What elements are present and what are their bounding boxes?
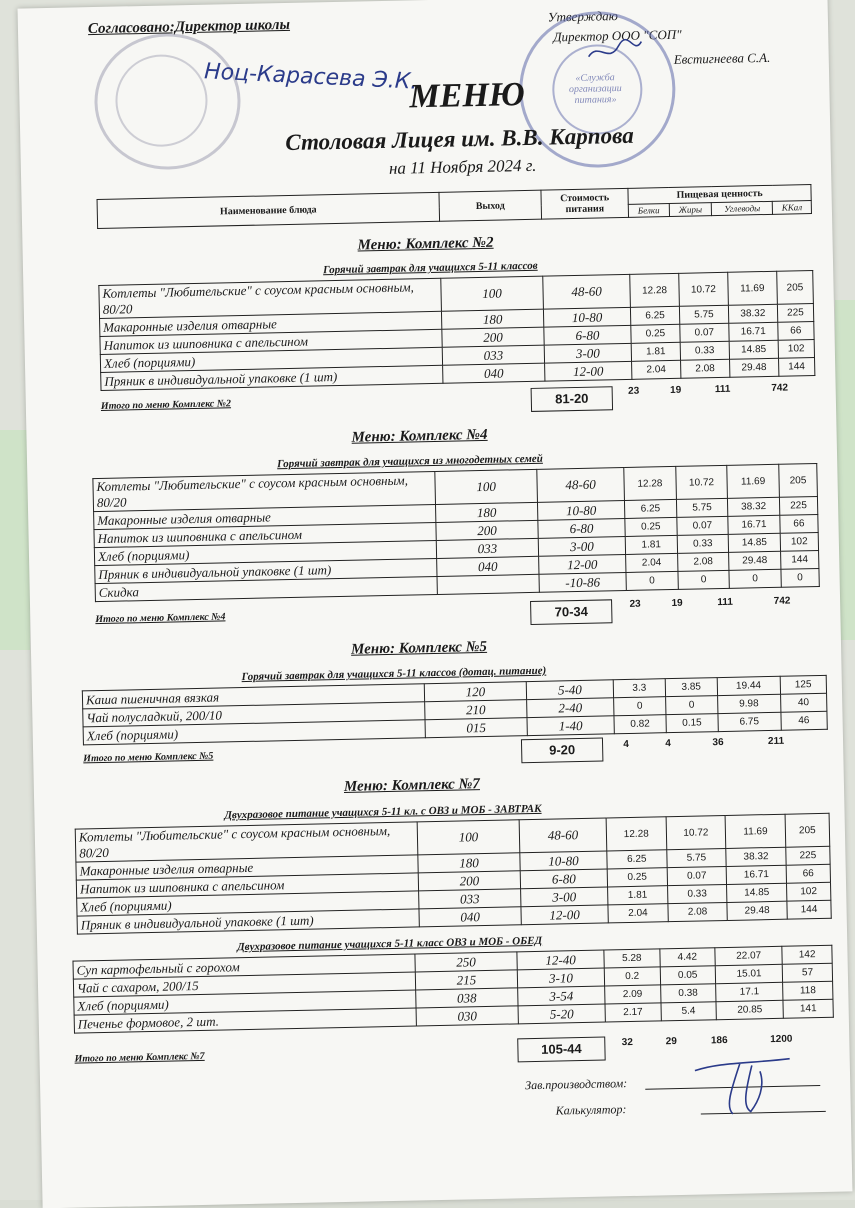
dish-yield: 040	[437, 556, 539, 576]
dish-kcal: 144	[780, 550, 819, 569]
col-name: Наименование блюда	[97, 192, 440, 228]
page-subtitle: Столовая Лицея им. В.В. Карпова	[285, 122, 634, 156]
dish-yield	[437, 574, 539, 594]
dish-fat: 0	[665, 696, 717, 715]
dish-yield: 015	[425, 718, 527, 738]
dish-kcal: 118	[783, 981, 833, 1000]
dish-carbs: 29.48	[727, 901, 787, 920]
dish-price: 3-00	[538, 537, 625, 557]
dish-kcal: 0	[781, 568, 820, 587]
dish-name: Чай полусладкий, 200/10	[83, 702, 425, 727]
dish-yield: 250	[415, 952, 517, 972]
dish-yield: 038	[416, 988, 518, 1008]
total-price: 81-20	[531, 386, 613, 412]
dish-carbs: 11.69	[727, 464, 779, 498]
signature-footer	[690, 1050, 801, 1122]
dish-name: Пряник в индивидуальной упаковке (1 шт)	[101, 365, 443, 390]
dish-kcal: 66	[780, 514, 819, 533]
dish-fat: 4.42	[659, 948, 715, 967]
total-price: 105-44	[517, 1037, 605, 1063]
dish-name: Пряник в индивидуальной упаковке (1 шт)	[77, 909, 419, 934]
total-kcal: 211	[767, 735, 785, 748]
director-label: Директор ООО "СОП"	[553, 26, 682, 45]
dish-carbs: 16.71	[728, 515, 780, 534]
company-stamp-text: «Служба организации питания»	[568, 72, 622, 106]
dish-yield: 180	[418, 853, 520, 873]
page-title: МЕНЮ	[409, 76, 526, 116]
dish-name: Суп картофельный с горохом	[73, 954, 415, 979]
dish-kcal: 144	[787, 900, 831, 919]
dish-price: 3-00	[521, 887, 608, 907]
total-carbs: 111	[717, 596, 734, 609]
dish-kcal: 125	[780, 675, 827, 694]
dish-carbs: 15.01	[715, 964, 783, 983]
dish-name: Хлеб (порциями)	[74, 990, 416, 1015]
dish-fat: 2.08	[677, 552, 729, 571]
dish-price: 6-80	[520, 869, 607, 889]
dish-price: 1-40	[527, 716, 614, 736]
dish-name: Котлеты "Любительские" с соусом красным основным, 80/20	[75, 822, 418, 862]
dish-carbs: 19.44	[717, 676, 780, 695]
dish-price: 10-80	[537, 501, 624, 521]
menu-title: Меню: Комплекс №2	[357, 234, 494, 254]
dish-kcal: 102	[786, 882, 830, 901]
dish-protein: 2.04	[608, 904, 668, 923]
dish-fat: 10.72	[679, 272, 729, 306]
total-label: Итого по меню Комплекс №2	[100, 398, 232, 412]
dish-carbs: 14.85	[727, 883, 787, 902]
dish-price: 10-80	[543, 307, 630, 327]
dish-fat: 5.75	[676, 498, 728, 517]
total-fat: 4	[665, 738, 671, 750]
school-stamp	[93, 32, 242, 171]
menu-table	[92, 463, 819, 602]
col-kcal: ККал	[772, 200, 811, 214]
dish-carbs: 38.32	[728, 304, 777, 323]
dish-protein: 12.28	[630, 273, 680, 307]
dish-yield: 040	[419, 907, 521, 927]
dish-name: Хлеб (порциями)	[83, 720, 425, 745]
dish-name: Пряник в индивидуальной упаковке (1 шт)	[95, 558, 437, 583]
menu-table	[72, 945, 833, 1034]
dish-kcal: 57	[782, 963, 832, 982]
dish-price: 48-60	[537, 468, 625, 503]
dish-name: Котлеты "Любительские" с соусом красным основным, 80/20	[99, 278, 442, 318]
dish-fat: 10.72	[675, 465, 727, 499]
col-protein: Белки	[628, 203, 669, 217]
dish-protein: 1.81	[608, 886, 668, 905]
dish-name: Скидка	[95, 576, 437, 601]
total-protein: 32	[621, 1036, 633, 1049]
dish-kcal: 205	[779, 463, 818, 497]
dish-kcal: 102	[780, 532, 819, 551]
dish-price: 12-00	[521, 905, 608, 925]
dish-protein: 0	[626, 571, 678, 590]
dish-price: 10-80	[520, 851, 607, 871]
calculator-label: Калькулятор:	[555, 1102, 627, 1118]
dish-protein: 2.17	[605, 1003, 661, 1022]
page-date: на 11 Ноября 2024 г.	[388, 155, 537, 178]
total-protein: 23	[629, 598, 641, 610]
dish-price: 6-80	[544, 325, 631, 345]
meal-title: Двухразовое питание учащихся 5-11 кл. с ОВЗ и МОБ - ЗАВТРАК	[224, 802, 542, 822]
col-nutrition: Пищевая ценность	[628, 185, 811, 204]
dish-yield: 180	[435, 502, 537, 522]
dish-protein: 6.25	[630, 306, 679, 325]
total-fat: 29	[665, 1036, 677, 1048]
total-carbs: 111	[714, 383, 731, 396]
dish-protein: 0	[614, 697, 666, 716]
dish-protein: 6.25	[607, 850, 667, 869]
dish-yield: 033	[419, 889, 521, 909]
background-green-sheet-left	[0, 430, 30, 650]
dish-yield: 200	[418, 871, 520, 891]
dish-carbs: 16.71	[729, 322, 778, 341]
dish-carbs: 29.48	[729, 358, 778, 377]
dish-name: Макаронные изделия отварные	[100, 311, 442, 336]
dish-kcal: 66	[778, 322, 815, 341]
meal-title: Горячий завтрак для учащихся 5-11 классов	[322, 259, 538, 277]
dish-price: 6-80	[538, 519, 625, 539]
col-carbs: Углеводы	[712, 201, 773, 216]
dish-fat: 0.07	[676, 516, 728, 535]
agreed-label: Согласовано:Директор школы	[87, 16, 291, 38]
dish-yield: 040	[443, 363, 545, 383]
dish-fat: 5.75	[679, 305, 728, 324]
total-kcal: 1200	[770, 1033, 793, 1046]
dish-kcal: 205	[785, 813, 830, 847]
dish-fat: 0.33	[680, 341, 729, 360]
dish-name: Макаронные изделия отварные	[76, 855, 418, 880]
total-protein: 23	[627, 385, 640, 397]
dish-name: Каша пшеничная вязкая	[82, 684, 424, 709]
dish-price: 12-40	[517, 950, 604, 970]
dish-fat: 2.08	[680, 359, 729, 378]
dish-yield: 215	[415, 970, 517, 990]
dish-carbs: 14.85	[729, 340, 778, 359]
dish-protein: 2.04	[632, 360, 681, 379]
dish-kcal: 225	[779, 496, 818, 515]
dish-yield: 200	[436, 520, 538, 540]
dish-yield: 210	[425, 700, 527, 720]
dish-price: 3-54	[518, 986, 605, 1006]
dish-name: Котлеты "Любительские" с соусом красным основным, 80/20	[93, 471, 436, 511]
dish-yield: 030	[416, 1006, 518, 1026]
menu-paper	[18, 0, 853, 1208]
dish-fat: 3.85	[665, 678, 717, 697]
dish-fat: 0.38	[660, 984, 716, 1003]
signature-right-stroke	[583, 36, 644, 67]
dish-carbs: 14.85	[728, 533, 780, 552]
dish-name: Напиток из шиповника с апельсином	[76, 873, 418, 898]
dish-yield: 033	[436, 538, 538, 558]
dish-protein: 12.28	[606, 817, 666, 851]
dish-protein: 1.81	[631, 342, 680, 361]
total-carbs: 186	[710, 1034, 728, 1047]
dish-protein: 12.28	[624, 466, 676, 500]
menu-title: Меню: Комплекс №5	[350, 638, 488, 658]
dish-fat: 0	[678, 570, 730, 589]
dish-kcal: 40	[780, 693, 827, 712]
dish-price: 5-40	[526, 680, 613, 700]
total-kcal: 742	[773, 595, 791, 607]
col-price: Стоимость питания	[541, 188, 629, 219]
dish-fat: 0.07	[667, 866, 727, 885]
dish-kcal: 144	[778, 357, 815, 376]
dish-yield: 120	[424, 682, 526, 702]
dish-protein: 1.81	[625, 535, 677, 554]
dish-protein: 5.28	[604, 949, 660, 968]
dish-carbs: 9.98	[717, 694, 780, 713]
dish-name: Макаронные изделия отварные	[94, 504, 436, 529]
meal-title: Горячий завтрак для учащихся 5-11 классов (дотац. питание)	[241, 664, 547, 684]
total-carbs: 36	[712, 736, 724, 749]
dish-name: Напиток из шиповника с апельсином	[94, 522, 436, 547]
total-fat: 19	[669, 384, 682, 397]
total-kcal: 742	[771, 382, 789, 394]
dish-fat: 10.72	[666, 815, 726, 849]
dish-price: 3-10	[517, 968, 604, 988]
dish-kcal: 102	[778, 340, 815, 359]
dish-carbs: 11.69	[725, 814, 785, 848]
dish-yield: 100	[435, 469, 538, 504]
dish-protein: 2.09	[605, 985, 661, 1004]
dish-price: 48-60	[543, 274, 631, 309]
signature-left: Ноц-Карасева Э.К.	[203, 59, 419, 95]
dish-carbs: 38.32	[728, 497, 780, 516]
total-protein: 4	[623, 738, 629, 751]
dish-price: 12-00	[545, 361, 632, 381]
dish-kcal: 225	[786, 846, 830, 865]
dish-fat: 5.75	[666, 848, 726, 867]
dish-yield: 180	[441, 309, 543, 329]
dish-carbs: 17.1	[716, 982, 784, 1001]
dish-price: 5-20	[518, 1004, 605, 1024]
dish-carbs: 16.71	[726, 865, 786, 884]
dish-price: 3-00	[544, 343, 631, 363]
dish-kcal: 46	[780, 711, 827, 730]
menu-table	[75, 813, 832, 935]
approver-name: Евстигнеева С.А.	[673, 49, 771, 67]
dish-name: Хлеб (порциями)	[100, 347, 442, 372]
dish-name: Печенье формовое, 2 шт.	[74, 1008, 416, 1033]
approved-label: Утверждаю	[547, 8, 619, 25]
dish-fat: 0.15	[666, 714, 718, 733]
dish-protein: 6.25	[624, 499, 676, 518]
menu-table	[82, 675, 828, 746]
dish-price: -10-86	[539, 572, 626, 592]
dish-fat: 5.4	[661, 1002, 717, 1021]
total-label: Итого по меню Комплекс №4	[95, 611, 226, 626]
total-price: 70-34	[530, 599, 612, 625]
dish-name: Чай с сахаром, 200/15	[73, 972, 415, 997]
dish-carbs: 38.32	[726, 847, 786, 866]
dish-price: 2-40	[527, 698, 614, 718]
dish-carbs: 29.48	[729, 551, 781, 570]
col-fat: Жиры	[669, 202, 712, 216]
dish-fat: 0.07	[680, 323, 729, 342]
dish-price: 12-00	[539, 554, 626, 574]
dish-yield: 033	[442, 345, 544, 365]
total-label: Итого по меню Комплекс №7	[74, 1050, 205, 1065]
menu-table	[98, 270, 815, 391]
dish-protein: 0.2	[604, 967, 660, 986]
dish-kcal: 205	[776, 271, 813, 305]
dish-protein: 0.82	[614, 715, 666, 734]
dish-protein: 0.25	[607, 868, 667, 887]
manager-label: Зав.производством:	[525, 1076, 628, 1093]
dish-carbs: 6.75	[718, 712, 781, 731]
dish-carbs: 11.69	[728, 271, 778, 305]
dish-yield: 200	[442, 327, 544, 347]
dish-fat: 0.05	[660, 966, 716, 985]
dish-kcal: 66	[786, 864, 830, 883]
dish-protein: 2.04	[626, 553, 678, 572]
total-fat: 19	[671, 597, 683, 610]
dish-carbs: 20.85	[716, 1000, 784, 1019]
menu-title: Меню: Комплекс №4	[351, 426, 488, 446]
dish-carbs: 0	[729, 569, 781, 588]
signature-right	[583, 36, 644, 72]
dish-price: 48-60	[519, 818, 607, 853]
dish-name: Хлеб (порциями)	[94, 540, 436, 565]
dish-protein: 0.25	[631, 324, 680, 343]
dish-fat: 0.33	[667, 884, 727, 903]
col-yield: Выход	[439, 190, 542, 221]
dish-carbs: 22.07	[715, 946, 783, 965]
dish-kcal: 142	[782, 945, 832, 964]
dish-yield: 100	[441, 276, 544, 311]
dish-yield: 100	[417, 820, 520, 855]
total-label: Итого по меню Комплекс №5	[83, 750, 214, 765]
dish-fat: 2.08	[668, 902, 728, 921]
menu-title: Меню: Комплекс №7	[343, 776, 481, 795]
total-price: 9-20	[521, 738, 603, 764]
meal-title: Двухразовое питание учащихся 5-11 класс ОВЗ и МОБ - ОБЕД	[237, 934, 543, 954]
dish-name: Хлеб (порциями)	[77, 891, 419, 916]
dish-protein: 3.3	[613, 679, 665, 698]
dish-name: Напиток из шиповника с апельсином	[100, 329, 442, 354]
dish-kcal: 225	[777, 304, 814, 323]
dish-protein: 0.25	[625, 517, 677, 536]
meal-title: Горячий завтрак для учащихся из многодетных семей	[276, 452, 543, 471]
dish-kcal: 141	[783, 999, 833, 1018]
column-header-table	[97, 184, 812, 229]
dish-fat: 0.33	[677, 534, 729, 553]
